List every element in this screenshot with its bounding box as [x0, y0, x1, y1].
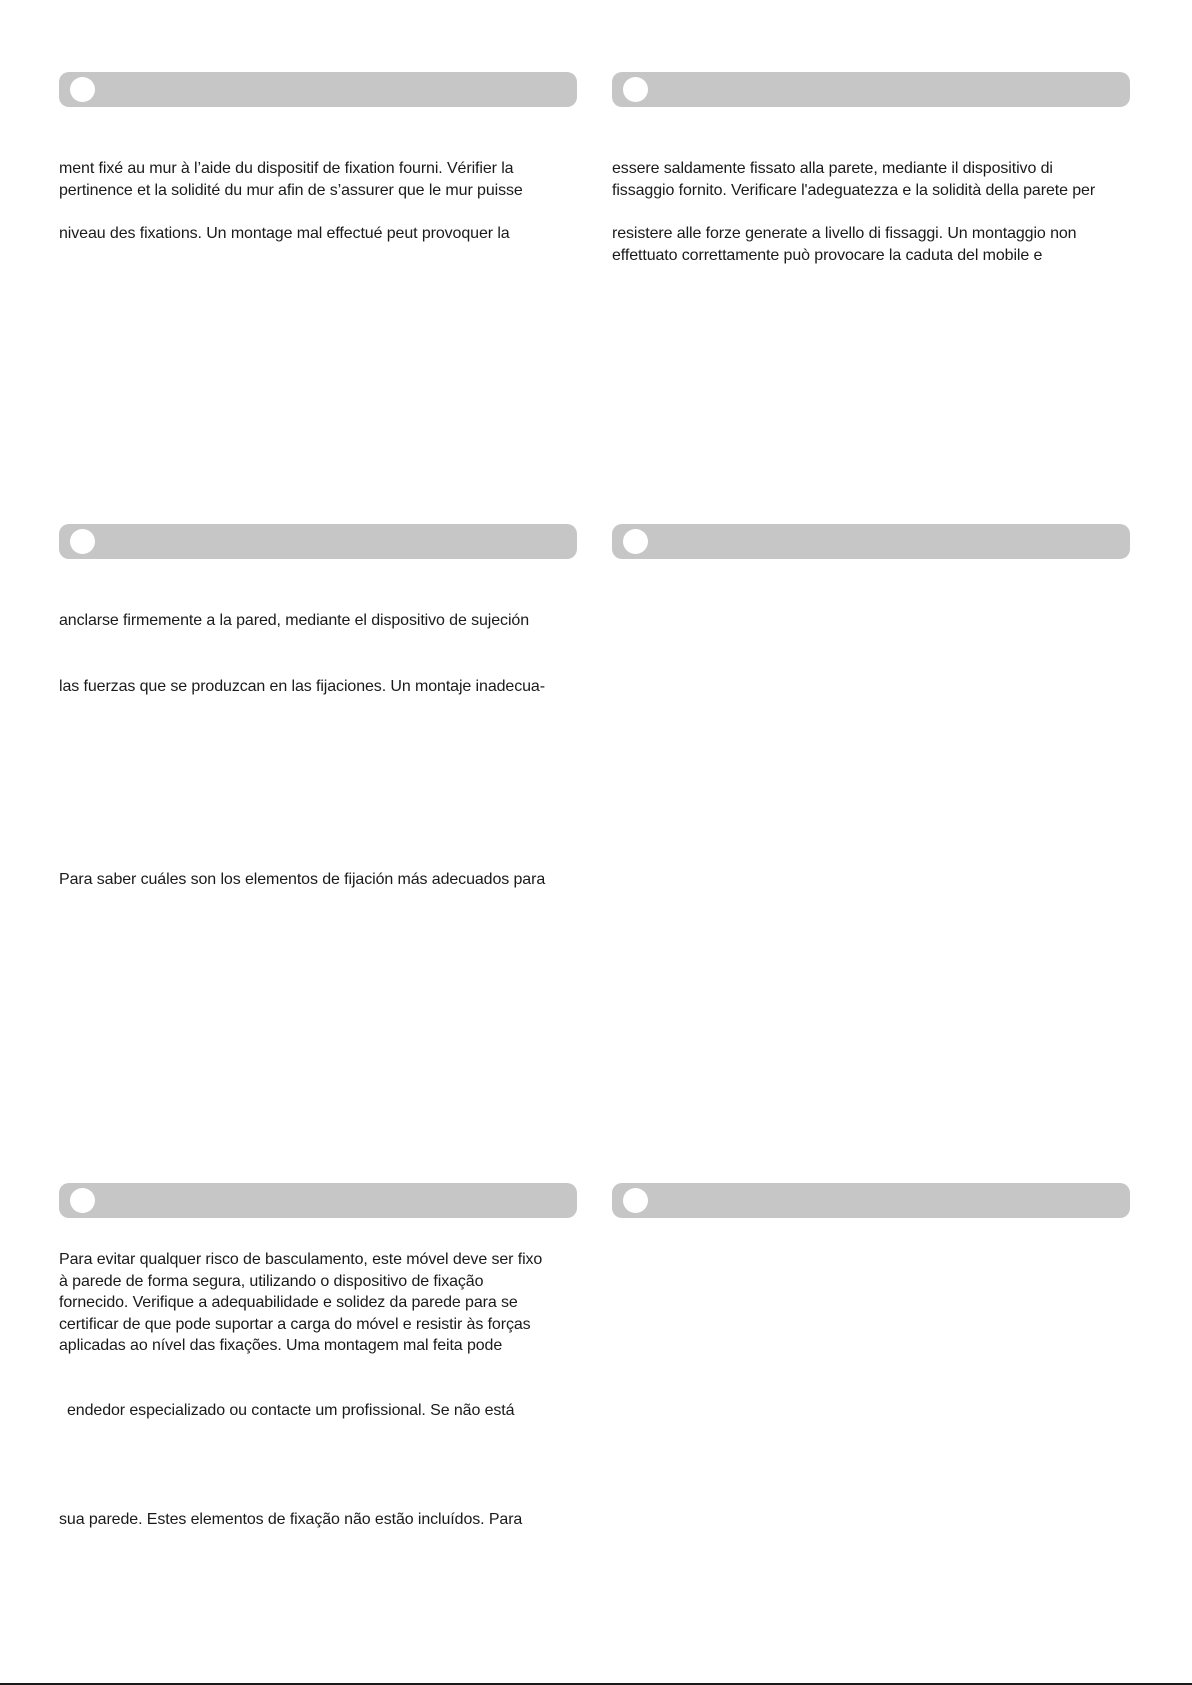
- french-text-line: niveau des fixations. Un montage mal effectué peut provoquer la: [59, 225, 510, 242]
- portuguese-text-line: fornecido. Verifique a adequabilidade e solidez da parede para se: [59, 1294, 518, 1311]
- section-bullet-icon: [70, 77, 95, 102]
- section-header-bar-3: [59, 524, 577, 559]
- section-bullet-icon: [623, 529, 648, 554]
- italian-text-line: resistere alle forze generate a livello di fissaggi. Un montaggio non: [612, 225, 1077, 242]
- portuguese-text-line: Para evitar qualquer risco de basculamento, este móvel deve ser fixo: [59, 1251, 543, 1268]
- spanish-text-line: las fuerzas que se produzcan en las fijaciones. Un montaje inadecua-: [59, 678, 545, 695]
- section-header-bar-1: [59, 72, 577, 107]
- section-header-bar-2: [612, 72, 1130, 107]
- spanish-text-line: anclarse firmemente a la pared, mediante el dispositivo de sujeción: [59, 612, 530, 629]
- section-header-bar-5: [59, 1183, 577, 1218]
- portuguese-text-line: certificar de que pode suportar a carga do móvel e resistir às forças: [59, 1316, 531, 1333]
- section-header-bar-6: [612, 1183, 1130, 1218]
- portuguese-text-line: aplicadas ao nível das fixações. Uma montagem mal feita pode: [59, 1337, 503, 1354]
- french-text-line: pertinence et la solidité du mur afin de s’assurer que le mur puisse: [59, 182, 523, 199]
- section-bullet-icon: [623, 1188, 648, 1213]
- spanish-text-line: Para saber cuáles son los elementos de fijación más adecuados para: [59, 871, 546, 888]
- portuguese-text-line: endedor especializado ou contacte um profissional. Se não está: [67, 1402, 515, 1419]
- italian-text-line: fissaggio fornito. Verificare l'adeguatezza e la solidità della parete per: [612, 182, 1096, 199]
- portuguese-text-line: à parede de forma segura, utilizando o dispositivo de fixação: [59, 1273, 484, 1290]
- section-bullet-icon: [70, 529, 95, 554]
- section-bullet-icon: [623, 77, 648, 102]
- italian-text-line: essere saldamente fissato alla parete, mediante il dispositivo di: [612, 160, 1053, 177]
- section-header-bar-4: [612, 524, 1130, 559]
- portuguese-text-line: sua parede. Estes elementos de fixação não estão incluídos. Para: [59, 1511, 523, 1528]
- italian-text-line: effettuato correttamente può provocare la caduta del mobile e: [612, 247, 1043, 264]
- section-bullet-icon: [70, 1188, 95, 1213]
- french-text-line: ment fixé au mur à l’aide du dispositif de fixation fourni. Vérifier la: [59, 160, 514, 177]
